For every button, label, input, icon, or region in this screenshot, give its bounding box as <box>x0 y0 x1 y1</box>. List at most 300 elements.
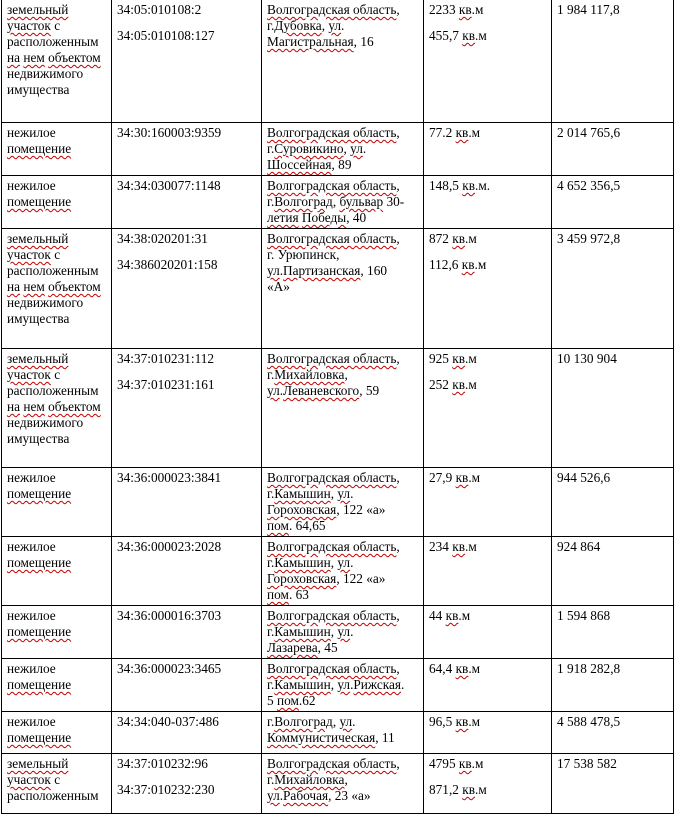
text-line <box>7 263 106 279</box>
spellcheck-word: пом <box>267 518 289 533</box>
text-segment: г. <box>267 141 275 156</box>
text-line <box>267 247 418 263</box>
text-segment: имущества <box>7 311 70 326</box>
text-segment: 252 <box>429 377 453 392</box>
text-line <box>7 141 106 157</box>
spellcheck-word: ул <box>328 18 342 33</box>
text-segment: нежилое <box>7 661 56 676</box>
spellcheck-word: кв <box>445 608 459 623</box>
spellcheck-word: ул <box>337 555 351 570</box>
text-segment: 77.2 <box>429 125 456 140</box>
spellcheck-word: пом <box>276 693 299 708</box>
text-line <box>267 661 418 677</box>
spellcheck-word: нем <box>23 50 45 65</box>
text-line <box>267 34 418 50</box>
text-segment: 34:386020201:158 <box>117 257 218 272</box>
spellcheck-word: ул <box>267 788 280 803</box>
text-segment: , <box>396 470 400 485</box>
spellcheck-word: Шоссейная <box>267 157 332 172</box>
text-line <box>117 661 256 677</box>
text-segment: , <box>396 756 400 771</box>
spellcheck-word: ул <box>337 677 351 692</box>
text-line <box>117 125 256 141</box>
text-line <box>7 756 106 772</box>
text-segment: 34:36:000023:2028 <box>117 539 222 554</box>
text-segment: , <box>396 351 400 366</box>
text-segment: расположенным <box>7 383 99 398</box>
text-line <box>7 66 106 82</box>
text-line <box>7 82 106 98</box>
text-line <box>7 295 106 311</box>
text-segment: недвижимого <box>7 66 84 81</box>
text-line <box>7 555 106 571</box>
text-segment: .м <box>465 377 477 392</box>
cadastral-number-cell <box>112 468 262 537</box>
text-line <box>117 782 256 798</box>
text-line <box>7 539 106 555</box>
text-line <box>267 677 418 693</box>
text-line <box>7 486 106 502</box>
text-segment: 34:37:010231:161 <box>117 377 215 392</box>
property-type-cell <box>2 0 112 123</box>
text-segment: 34:30:160003:9359 <box>117 125 222 140</box>
cadastral-value: 4 588 478,5 <box>557 714 621 729</box>
text-line <box>267 640 418 656</box>
spellcheck-word: ул <box>339 714 353 729</box>
text-segment: с <box>50 367 61 382</box>
spellcheck-word: Коммунистическая <box>267 730 376 745</box>
text-segment: имущества <box>7 82 70 97</box>
text-segment: , 16 <box>353 34 374 49</box>
spellcheck-word: земельный <box>7 2 69 17</box>
address-cell <box>262 349 424 468</box>
text-segment: , 89 <box>331 157 352 172</box>
text-line <box>267 157 418 173</box>
cadastral-value: 3 459 972,8 <box>557 231 621 246</box>
text-line <box>429 178 546 194</box>
property-type-cell <box>2 606 112 659</box>
text-line <box>267 608 418 624</box>
text-line <box>117 2 256 18</box>
text-line <box>267 772 418 788</box>
text-line <box>429 257 546 273</box>
spellcheck-word: Волгоградская область <box>267 2 397 17</box>
text-line <box>117 28 256 44</box>
text-line <box>7 351 106 367</box>
text-segment: , 160 <box>360 263 387 278</box>
text-line <box>7 661 106 677</box>
spellcheck-word: участок <box>7 772 51 787</box>
spellcheck-word: земельный <box>7 231 69 246</box>
text-line <box>117 18 256 28</box>
spellcheck-word: объектом <box>48 279 101 294</box>
spellcheck-word: Волгоградская область <box>267 125 397 140</box>
text-segment: недвижимого <box>7 415 84 430</box>
text-segment: г. <box>267 714 275 729</box>
text-line <box>7 431 106 447</box>
text-line <box>267 756 418 772</box>
text-segment: . <box>341 18 345 33</box>
spellcheck-word: объектом <box>48 399 101 414</box>
spellcheck-word: Волгоградская область <box>267 470 397 485</box>
text-segment: 34:34:030077:1148 <box>117 178 221 193</box>
text-line <box>7 714 106 730</box>
spellcheck-word: участок <box>7 247 51 262</box>
text-segment: , <box>396 231 400 246</box>
text-line <box>429 608 546 624</box>
text-segment: , 40 <box>346 210 367 225</box>
spellcheck-word: кв <box>455 714 469 729</box>
spellcheck-word: Михайловка <box>274 367 345 382</box>
spellcheck-word: на <box>7 50 21 65</box>
text-line <box>7 788 106 804</box>
text-line <box>267 351 418 367</box>
address-cell <box>262 754 424 814</box>
cadastral-value: 17 538 582 <box>557 756 617 771</box>
text-segment: г. <box>267 677 275 692</box>
text-segment: , <box>332 194 340 209</box>
text-line <box>7 608 106 624</box>
text-line <box>267 141 418 157</box>
spellcheck-word: Михайловка <box>274 772 345 787</box>
spellcheck-word: Магистральная <box>267 34 354 49</box>
text-segment: , 23 «а» <box>328 788 371 803</box>
text-segment: 30- <box>383 194 405 209</box>
property-type-cell <box>2 659 112 712</box>
text-line <box>267 210 418 226</box>
text-segment: г. <box>267 367 275 382</box>
text-line <box>429 231 546 247</box>
area-cell <box>424 349 552 468</box>
cadastral-value-cell <box>552 0 674 123</box>
text-segment: нежилое <box>7 608 56 623</box>
text-segment: 44 <box>429 608 446 623</box>
property-type-cell <box>2 754 112 814</box>
text-line <box>7 231 106 247</box>
spellcheck-word: помещение <box>7 194 72 209</box>
text-line <box>429 661 546 677</box>
text-segment: , <box>343 141 351 156</box>
text-segment: 34:37:010232:96 <box>117 756 208 771</box>
cadastral-value-cell <box>552 537 674 606</box>
text-line <box>267 788 418 804</box>
area-cell <box>424 537 552 606</box>
cadastral-value-cell <box>552 754 674 814</box>
text-segment: 234 <box>429 539 453 554</box>
text-line <box>7 125 106 141</box>
text-segment: . <box>362 141 367 156</box>
text-segment: 925 <box>429 351 453 366</box>
cadastral-number-cell <box>112 123 262 176</box>
text-segment: , <box>330 677 338 692</box>
text-line <box>7 624 106 640</box>
text-line <box>117 377 256 393</box>
text-segment: .м <box>465 231 477 246</box>
text-line <box>429 714 546 730</box>
text-segment: .м <box>468 661 481 676</box>
text-segment: расположенным <box>7 34 99 49</box>
cadastral-number-cell <box>112 349 262 468</box>
address-cell <box>262 712 424 754</box>
table-row <box>2 606 674 659</box>
text-segment: . <box>350 624 354 639</box>
text-segment: 112,6 <box>429 257 462 272</box>
cadastral-value-cell <box>552 123 674 176</box>
text-line <box>267 502 418 518</box>
text-segment: 34:36:000023:3841 <box>117 470 222 485</box>
cadastral-value: 1 594 868 <box>557 608 611 623</box>
text-line <box>7 194 106 210</box>
text-line <box>429 470 546 486</box>
text-segment: 34:34:040-037:486 <box>117 714 219 729</box>
cadastral-number-cell <box>112 537 262 606</box>
table-row <box>2 754 674 814</box>
text-segment: 27,9 <box>429 470 456 485</box>
address-cell <box>262 0 424 123</box>
text-line <box>267 367 418 383</box>
text-segment: . <box>279 383 284 398</box>
cadastral-value-cell <box>552 229 674 349</box>
text-segment: .м <box>474 257 487 272</box>
spellcheck-word: Камышин <box>274 624 331 639</box>
text-segment: 34:38:020201:31 <box>117 231 208 246</box>
text-line <box>117 257 256 273</box>
spellcheck-word: кв <box>452 377 466 392</box>
text-segment: . 63 <box>288 587 309 602</box>
spellcheck-word: нем <box>23 279 45 294</box>
spellcheck-word: Камышин <box>274 555 331 570</box>
text-segment: , <box>396 661 400 676</box>
text-segment: 148,5 <box>429 178 463 193</box>
property-type-cell <box>2 229 112 349</box>
text-line <box>429 18 546 28</box>
property-type-cell <box>2 537 112 606</box>
spellcheck-word: кв <box>452 539 466 554</box>
spellcheck-word: помещение <box>7 730 72 745</box>
text-line <box>267 263 418 279</box>
text-segment: 34:05:010108:2 <box>117 2 202 17</box>
spellcheck-word: нем <box>23 399 45 414</box>
property-type-cell <box>2 349 112 468</box>
text-segment: , 45 <box>317 640 338 655</box>
text-segment: расположенным <box>7 788 99 803</box>
property-type-cell <box>2 712 112 754</box>
text-line <box>267 470 418 486</box>
text-line <box>117 470 256 486</box>
text-line <box>267 2 418 18</box>
text-line <box>429 782 546 798</box>
text-segment: нежилое <box>7 125 56 140</box>
text-line <box>429 367 546 377</box>
text-segment: .м <box>465 539 477 554</box>
spellcheck-word: бульвар <box>339 194 384 209</box>
address-cell <box>262 176 424 229</box>
text-segment: .м <box>475 782 487 797</box>
text-line <box>429 247 546 257</box>
text-segment: , 11 <box>375 730 395 745</box>
text-segment: .м. <box>475 178 491 193</box>
text-line <box>7 367 106 383</box>
text-segment: 34:37:010231:112 <box>117 351 215 366</box>
area-cell <box>424 229 552 349</box>
text-line <box>7 279 106 295</box>
spellcheck-word: Камышин <box>274 486 331 501</box>
spellcheck-word: кв <box>458 2 472 17</box>
text-line <box>7 470 106 486</box>
text-segment: 5 <box>267 693 277 708</box>
spellcheck-word: Волгоград <box>274 194 333 209</box>
spellcheck-word: кв <box>455 470 469 485</box>
text-segment: 34:37:010232:230 <box>117 782 215 797</box>
text-segment: 34:05:010108:127 <box>117 28 215 43</box>
text-line <box>7 772 106 788</box>
address-cell <box>262 229 424 349</box>
cadastral-value: 1 984 117,8 <box>557 2 620 17</box>
text-line <box>429 377 546 393</box>
cadastral-number-cell <box>112 0 262 123</box>
spellcheck-word: Рабочая <box>283 788 329 803</box>
spellcheck-word: Лазарева <box>267 640 318 655</box>
area-cell <box>424 712 552 754</box>
text-line <box>267 194 418 210</box>
cadastral-number-cell <box>112 229 262 349</box>
text-segment: .м <box>471 2 484 17</box>
text-segment: с <box>50 18 61 33</box>
spellcheck-word: Волгоград <box>274 714 333 729</box>
table-row <box>2 537 674 606</box>
spellcheck-word: ул <box>350 141 363 156</box>
text-segment: , <box>396 2 400 17</box>
text-line <box>7 50 106 66</box>
cadastral-value-cell <box>552 606 674 659</box>
text-segment: , <box>396 125 400 140</box>
text-segment: 871,2 <box>429 782 463 797</box>
spellcheck-word: кв <box>458 756 472 771</box>
spellcheck-word: земельный <box>7 351 69 366</box>
spellcheck-word: Победы <box>301 210 347 225</box>
spellcheck-word: кв <box>452 231 466 246</box>
text-line <box>429 28 546 44</box>
address-cell <box>262 468 424 537</box>
text-segment: г. <box>267 772 275 787</box>
spellcheck-word: Волгоградская область <box>267 539 397 554</box>
text-segment: . <box>352 714 356 729</box>
text-segment: 34:36:000016:3703 <box>117 608 222 623</box>
text-line <box>117 351 256 367</box>
cadastral-value-cell <box>552 659 674 712</box>
text-segment: , <box>396 608 400 623</box>
text-segment: нежилое <box>7 470 56 485</box>
text-segment: , <box>344 367 348 382</box>
spellcheck-word: помещение <box>7 624 72 639</box>
spellcheck-word: ул <box>267 383 280 398</box>
text-segment: г. <box>267 624 275 639</box>
text-segment: , 122 «а» <box>336 571 386 586</box>
spellcheck-word: объектом <box>48 50 101 65</box>
text-segment: .62 <box>298 693 316 708</box>
text-segment: .м <box>458 608 471 623</box>
spellcheck-word: пом <box>267 587 289 602</box>
text-line <box>7 178 106 194</box>
text-segment: недвижимого <box>7 295 84 310</box>
spellcheck-word: кв <box>455 661 469 676</box>
area-cell <box>424 0 552 123</box>
address-cell <box>262 123 424 176</box>
spellcheck-word: Волгоградская область <box>267 351 397 366</box>
area-cell <box>424 176 552 229</box>
text-segment: имущества <box>7 431 70 446</box>
text-segment: с <box>50 772 61 787</box>
spellcheck-word: Волгоградская область <box>267 231 397 246</box>
address-cell <box>262 537 424 606</box>
cadastral-value: 944 526,6 <box>557 470 611 485</box>
spellcheck-word: кв <box>462 178 475 193</box>
text-segment: нежилое <box>7 178 56 193</box>
spellcheck-word: Камышин <box>274 677 331 692</box>
text-line <box>267 18 418 34</box>
table-row <box>2 176 674 229</box>
text-segment: , <box>330 624 338 639</box>
area-cell <box>424 754 552 814</box>
text-line <box>429 125 546 141</box>
text-segment: .м <box>475 28 487 43</box>
text-line <box>267 693 418 709</box>
spellcheck-word: летия <box>267 210 299 225</box>
cadastral-number-cell <box>112 712 262 754</box>
area-cell <box>424 659 552 712</box>
cadastral-number-cell <box>112 754 262 814</box>
table-row <box>2 123 674 176</box>
cadastral-value-cell <box>552 349 674 468</box>
text-line <box>7 247 106 263</box>
spellcheck-word: участок <box>7 18 51 33</box>
text-segment: с <box>50 247 61 262</box>
text-segment: расположенным <box>7 263 99 278</box>
spellcheck-word: Леваневского <box>283 383 360 398</box>
text-line <box>267 125 418 141</box>
text-line <box>7 18 106 34</box>
text-line <box>267 730 418 746</box>
text-line <box>7 311 106 327</box>
cadastral-number-cell <box>112 176 262 229</box>
property-registry-table <box>1 0 674 814</box>
cadastral-value: 10 130 904 <box>557 351 617 366</box>
text-segment: 64,4 <box>429 661 456 676</box>
text-line <box>429 351 546 367</box>
text-line <box>267 178 418 194</box>
spellcheck-word: Волгоградская область <box>267 608 397 623</box>
text-line <box>7 399 106 415</box>
text-line <box>429 539 546 555</box>
text-segment: , 122 «а» <box>336 502 386 517</box>
property-type-cell <box>2 176 112 229</box>
text-segment: 34:36:000023:3465 <box>117 661 222 676</box>
area-cell <box>424 468 552 537</box>
cadastral-value: 4 652 356,5 <box>557 178 621 193</box>
text-line <box>267 383 418 399</box>
text-segment: г. <box>267 18 275 33</box>
property-type-cell <box>2 123 112 176</box>
text-line <box>7 730 106 746</box>
text-segment: , <box>332 714 340 729</box>
spellcheck-word: участок <box>7 367 51 382</box>
spellcheck-word: Гороховская <box>267 502 337 517</box>
table-row <box>2 712 674 754</box>
text-line <box>429 2 546 18</box>
text-segment: , <box>330 555 338 570</box>
spellcheck-word: помещение <box>7 677 72 692</box>
spellcheck-word: ул <box>267 263 280 278</box>
